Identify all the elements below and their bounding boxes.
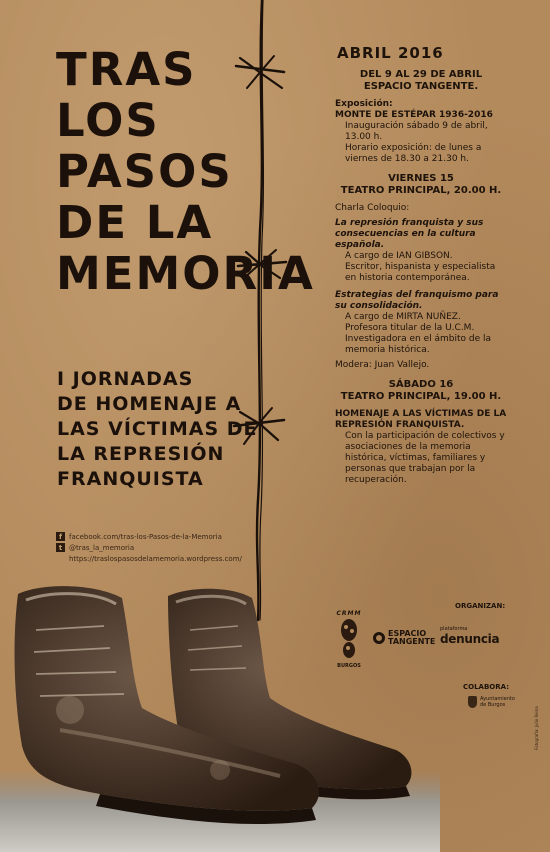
twitter-icon: t <box>56 543 65 552</box>
exhibition-dates: DEL 9 AL 29 DE ABRIL <box>359 69 483 80</box>
denuncia-small-text: plataforma <box>440 626 468 632</box>
ayto-line-2: de Burgos <box>480 702 506 708</box>
saturday-venue: TEATRO PRINCIPAL, 19.00 H. <box>340 391 502 402</box>
boots-photo <box>0 580 440 852</box>
facebook-url: facebook.com/tras-los-Pasos-de-la-Memoria <box>69 532 222 541</box>
poster-subtitle <box>57 367 258 492</box>
collaborates-label: COLABORA: <box>463 683 509 691</box>
denuncia-text: denuncia <box>440 632 500 646</box>
shield-icon <box>468 696 477 708</box>
talk1-title: La represión franquista y sus consecuencias en la cultura española. <box>335 218 484 250</box>
event-month: ABRIL 2016 <box>337 44 444 62</box>
facebook-icon: f <box>56 532 65 541</box>
photo-credit: Fotografía: Julio Reina <box>534 706 539 750</box>
title-line-2: LOS <box>56 94 160 147</box>
saturday-day: SÁBADO 16 <box>388 379 454 390</box>
twitter-handle: @tras_la_memoria <box>69 543 135 552</box>
tangente-text: TANGENTE <box>388 637 436 646</box>
subtitle-line-2: DE HOMENAJE A <box>57 393 242 415</box>
exhibition-venue: ESPACIO TANGENTE. <box>363 81 479 92</box>
facebook-link[interactable] <box>56 531 242 542</box>
exhibition-inauguration: Inauguración sábado 9 de abril, 13.00 h. <box>345 121 488 142</box>
talk2-speaker: A cargo de MIRTA NUÑEZ. <box>345 312 461 322</box>
talk2-bio: Profesora titular de la U.C.M. Investigadora en el ámbito de la memoria histórica. <box>345 323 491 355</box>
subtitle-line-3: LAS VÍCTIMAS DE <box>57 418 258 440</box>
tribute-participation: Con la participación de colectivos y asociaciones de la memoria histórica, víctimas, familiares y personas que trabajan por la recuperación. <box>345 431 505 485</box>
friday-day: VIERNES 15 <box>388 173 454 184</box>
program <box>335 44 507 486</box>
subtitle-line-4: LA REPRESIÓN <box>57 443 225 465</box>
organizers-label: ORGANIZAN: <box>455 602 506 610</box>
subtitle-line-1: I JORNADAS <box>57 368 194 390</box>
website-link[interactable] <box>56 553 242 564</box>
website-url: https://traslospasosdelamemoria.wordpress.com/ <box>69 554 242 563</box>
tribute-title: HOMENAJE A LAS VÍCTIMAS DE LA REPRESIÓN FRANQUISTA. <box>335 409 507 430</box>
exhibition-label: Exposición: <box>335 99 393 109</box>
title-line-1: TRAS <box>56 43 197 96</box>
ayto-line-1: Ayuntamiento <box>480 696 515 702</box>
ayuntamiento-logo <box>468 696 515 708</box>
exhibition-name: MONTE DE ESTÉPAR 1936-2016 <box>335 110 493 120</box>
social-links <box>56 531 242 564</box>
talk2-title: Estrategias del franquismo para su consolidación. <box>335 290 499 311</box>
subtitle-line-5: FRANQUISTA <box>57 468 204 490</box>
title-line-3: PASOS <box>56 145 233 198</box>
exhibition-hours: Horario exposición: de lunes a viernes de 18.30 a 21.30 h. <box>345 143 482 164</box>
moderator: Modera: Juan Vallejo. <box>335 360 430 370</box>
crmm-logo-city: BURGOS <box>337 663 361 669</box>
title-line-4: DE LA <box>56 196 214 249</box>
title-line-5: MEMORIA <box>56 247 315 300</box>
friday-venue: TEATRO PRINCIPAL, 20.00 H. <box>340 185 502 196</box>
poster-title <box>56 44 315 299</box>
talk-label: Charla Coloquio: <box>335 203 410 213</box>
talk1-speaker: A cargo de IAN GIBSON. <box>345 251 453 261</box>
denuncia-logo <box>440 626 499 646</box>
espacio-text: ESPACIO <box>388 629 427 638</box>
twitter-link[interactable] <box>56 542 242 553</box>
crmm-logo-text: CRMM <box>336 610 362 617</box>
talk1-bio: Escritor, hispanista y especialista en historia contemporánea. <box>345 262 496 283</box>
